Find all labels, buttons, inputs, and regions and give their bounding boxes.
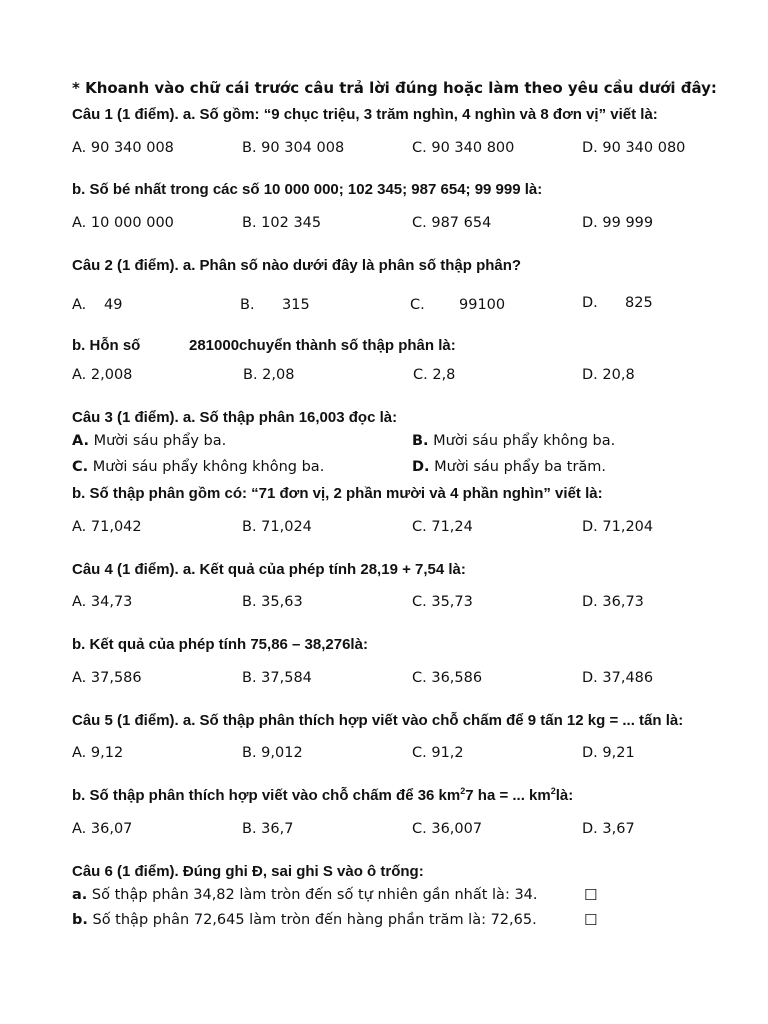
q4a-option-b[interactable]: B. 35,63 (242, 594, 303, 610)
q3b-option-d[interactable]: D. 71,204 (582, 519, 654, 535)
q5a-option-b[interactable]: B. 9,012 (242, 745, 303, 761)
q1a-stem: Câu 1 (1 điểm). a. Số gồm: “9 chục triệu, 3 trăm nghìn, 4 nghìn và 8 đơn vị” viết là: (72, 106, 658, 123)
q2b-prefix: b. Hỗn số (72, 337, 141, 354)
q6-item-b (72, 912, 537, 928)
q5b-superscript-2: 2 (550, 786, 556, 796)
q3a-stem: Câu 3 (1 điểm). a. Số thập phân 16,003 đọc là: (72, 409, 398, 426)
q6-item-a-text: Số thập phân 34,82 làm tròn đến số tự nhiên gần nhất là: 34. (91, 887, 538, 903)
q3a-option-b-letter: B. (412, 433, 429, 449)
q2a-option-c-value[interactable]: 99100 (459, 297, 506, 313)
q1a-option-a[interactable]: A. 90 340 008 (72, 140, 174, 156)
q3a-option-b[interactable] (412, 433, 615, 449)
q4b-option-c[interactable]: C. 36,586 (412, 670, 483, 686)
q5b-option-a[interactable]: A. 36,07 (72, 821, 133, 837)
q5b-option-d[interactable]: D. 3,67 (582, 821, 635, 837)
q6-item-a (72, 887, 538, 903)
q4b-option-b[interactable]: B. 37,584 (242, 670, 312, 686)
q1a-option-d[interactable]: D. 90 340 080 (582, 140, 686, 156)
q6-item-b-letter: b. (72, 912, 88, 928)
q6-item-a-letter: a. (72, 887, 88, 903)
q5a-stem: Câu 5 (1 điểm). a. Số thập phân thích hợp viết vào chỗ chấm để 9 tấn 12 kg = ... tấn là: (72, 712, 684, 729)
q1b-option-b[interactable]: B. 102 345 (242, 215, 322, 231)
q2a-option-a-value[interactable]: 49 (104, 297, 123, 313)
q4a-option-a[interactable]: A. 34,73 (72, 594, 133, 610)
q1b-stem: b. Số bé nhất trong các số 10 000 000; 102 345; 987 654; 99 999 là: (72, 181, 543, 198)
q5a-option-c[interactable]: C. 91,2 (412, 745, 464, 761)
q2b-suffix: 281000chuyển thành số thập phân là: (189, 337, 456, 354)
q5b-stem-part2: 7 ha = ... km (465, 787, 551, 804)
q1b-option-d[interactable]: D. 99 999 (582, 215, 654, 231)
q3a-option-c[interactable] (72, 459, 324, 475)
q3b-option-a[interactable]: A. 71,042 (72, 519, 142, 535)
q3a-option-c-text: Mười sáu phẩy không không ba. (92, 459, 325, 475)
q3a-option-a-text: Mười sáu phẩy ba. (93, 433, 227, 449)
q2a-option-b-value[interactable]: 315 (282, 297, 310, 313)
q4b-stem: b. Kết quả của phép tính 75,86 – 38,276là: (72, 636, 368, 653)
q6-item-a-checkbox[interactable]: ☐ (584, 886, 598, 904)
q3a-option-a[interactable] (72, 433, 226, 449)
q2b-option-a[interactable]: A. 2,008 (72, 367, 133, 383)
q4a-option-c[interactable]: C. 35,73 (412, 594, 473, 610)
q5a-option-a[interactable]: A. 9,12 (72, 745, 124, 761)
q1b-option-c[interactable]: C. 987 654 (412, 215, 492, 231)
q3a-option-d-letter: D. (412, 459, 430, 475)
q4b-option-a[interactable]: A. 37,586 (72, 670, 142, 686)
q3b-stem: b. Số thập phân gồm có: “71 đơn vị, 2 phần mười và 4 phần nghìn” viết là: (72, 485, 603, 502)
q1a-option-c[interactable]: C. 90 340 800 (412, 140, 515, 156)
q2a-option-d-value[interactable]: 825 (625, 295, 653, 311)
q5b-superscript-1: 2 (460, 786, 466, 796)
q3a-option-c-letter: C. (72, 459, 89, 475)
q3a-option-a-letter: A. (72, 433, 89, 449)
q2a-option-a-letter[interactable]: A. (72, 297, 87, 313)
q2b-option-d[interactable]: D. 20,8 (582, 367, 635, 383)
q5b-stem-part1: b. Số thập phân thích hợp viết vào chỗ chấm để 36 km (72, 787, 461, 804)
q2b-option-b[interactable]: B. 2,08 (243, 367, 295, 383)
q5b-stem (72, 787, 573, 804)
q5b-option-c[interactable]: C. 36,007 (412, 821, 483, 837)
q5a-option-d[interactable]: D. 9,21 (582, 745, 635, 761)
q5b-stem-part3: là: (555, 787, 574, 804)
q1a-option-b[interactable]: B. 90 304 008 (242, 140, 345, 156)
q3a-option-d[interactable] (412, 459, 606, 475)
q2a-option-d-letter[interactable]: D. (582, 295, 598, 311)
q1b-option-a[interactable]: A. 10 000 000 (72, 215, 174, 231)
q6-item-b-checkbox[interactable]: ☐ (584, 911, 598, 929)
q6-item-b-text: Số thập phân 72,645 làm tròn đến hàng phần trăm là: 72,65. (92, 912, 537, 928)
q4a-option-d[interactable]: D. 36,73 (582, 594, 644, 610)
q2b-option-c[interactable]: C. 2,8 (413, 367, 456, 383)
q3a-option-d-text: Mười sáu phẩy ba trăm. (434, 459, 607, 475)
q3b-option-c[interactable]: C. 71,24 (412, 519, 473, 535)
q2a-option-c-letter[interactable]: C. (410, 297, 425, 313)
q4a-stem: Câu 4 (1 điểm). a. Kết quả của phép tính 28,19 + 7,54 là: (72, 561, 466, 578)
q2a-option-b-letter[interactable]: B. (240, 297, 255, 313)
q4b-option-d[interactable]: D. 37,486 (582, 670, 654, 686)
q6-stem: Câu 6 (1 điểm). Đúng ghi Đ, sai ghi S vào ô trống: (72, 863, 424, 880)
q3a-option-b-text: Mười sáu phẩy không ba. (433, 433, 616, 449)
q5b-option-b[interactable]: B. 36,7 (242, 821, 294, 837)
instruction-title: * Khoanh vào chữ cái trước câu trả lời đúng hoặc làm theo yêu cầu dưới đây: (72, 79, 717, 97)
q3b-option-b[interactable]: B. 71,024 (242, 519, 312, 535)
q2a-stem: Câu 2 (1 điểm). a. Phân số nào dưới đây là phân số thập phân? (72, 257, 522, 274)
